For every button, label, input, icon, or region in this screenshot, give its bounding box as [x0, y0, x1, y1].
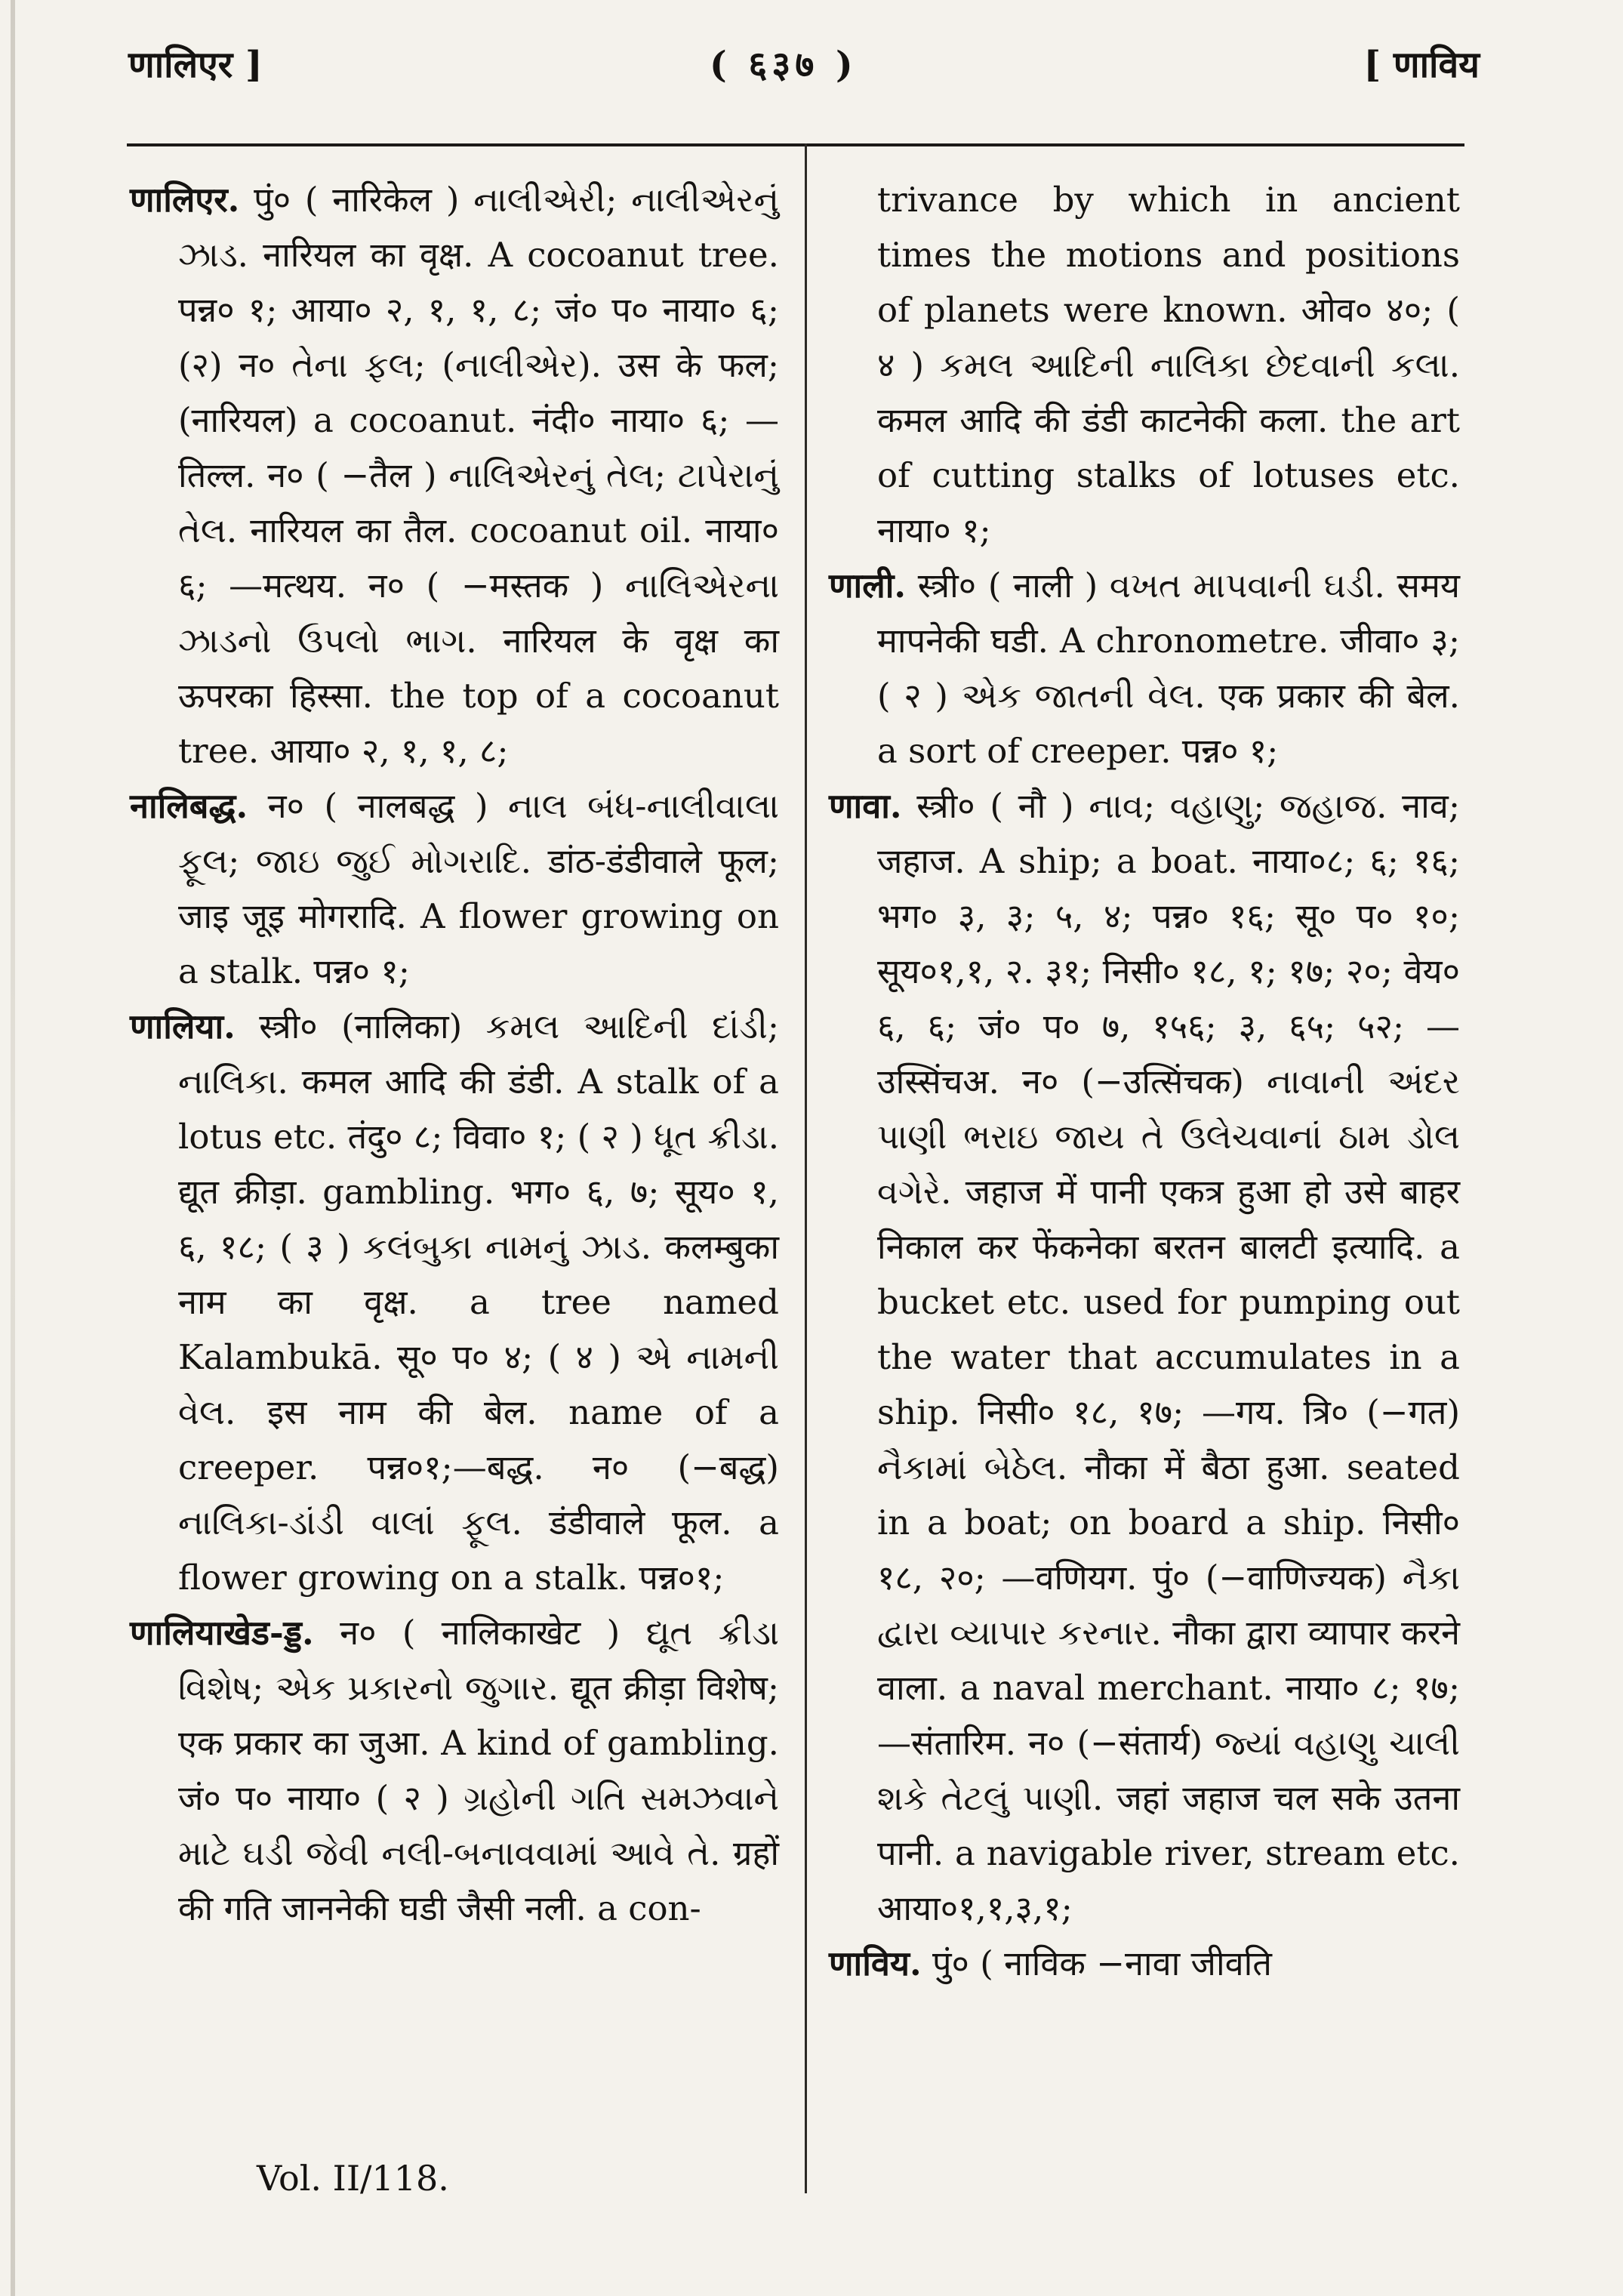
dictionary-entry	[130, 999, 779, 1605]
headword: णालिएर.	[130, 180, 240, 220]
dictionary-entry	[130, 172, 779, 778]
dictionary-entry	[829, 558, 1460, 778]
header-left: णालिएर ]	[128, 44, 263, 86]
entry-text: स्त्री० ( नाली ) વખત માપવાની ઘડી. समय मापनेकी घडी. A chronometre. जीवा० ३; ( २ ) એક જાતની વેલ. एक प्रकार की बेल. a sort of creeper. पन्न० १;	[877, 566, 1460, 771]
dictionary-entry	[829, 778, 1460, 1936]
header-rule	[127, 143, 1464, 146]
page-number: ( ६३७ )	[710, 44, 858, 86]
entry-text: स्त्री० (नालिका) કમલ આદિની દાંડી; નાલિકા. कमल आदि की डंडी. A stalk of a lotus etc. तंदु० ८; विवा० १; ( २ ) ધૂત ક્રીડા. द्यूत क्रीड़ा. gambling. भग० ६, ७; सूय० १, ६, १८; ( ३ ) કલંબુકા નામનું ઝાડ. कलम्बुका नाम का वृक्ष. a tree named Kalambukā. सू० प० ४; ( ४ ) એ નામની વેલ. इस नाम की बेल. name of a creeper. पन्न०१;—बद्ध. न० (−बद्ध) નાલિકા-ડાંડી વાલાં ફૂલ. डंडीवाले फूल. a flower growing on a stalk. पन्न०१;	[178, 1006, 779, 1598]
left-column	[130, 172, 779, 1936]
headword: णावा.	[829, 786, 902, 826]
headword: णाविय.	[829, 1943, 922, 1983]
entry-text: पुं० ( नारिकेल ) નાલીએરી; નાલીએરનું ઝાડ. नारियल का वृक्ष. A cocoanut tree. पन्न० १; आया० २, १, १, ८; जं० प० नाया० ६; (२) न० તેના ફલ; (નાલીએર). उस के फल; (नारियल) a cocoanut. नंदी० नाया० ६; —तिल्ल. न० ( −तैल ) નાલિએરનું તેલ; ટાપેરાનું તેલ. नारियल का तैल. cocoanut oil. नाया० ६; —मत्थय. न० ( −मस्तक ) નાલિએરના ઝાડનો ઉપલો ભાગ. नारियल के वृक्ष का ऊपरका हिस्सा. the top of a cocoanut tree. आया० २, १, १, ८;	[178, 180, 779, 771]
headword: णाली.	[829, 566, 907, 606]
volume-footer: Vol. II/118.	[257, 2158, 449, 2199]
header-right: [ णाविय	[1363, 44, 1480, 86]
page-edge-shadow	[11, 0, 15, 2296]
column-divider	[805, 143, 807, 2193]
running-head	[128, 39, 1480, 107]
dictionary-entry	[130, 778, 779, 999]
entry-text: न० ( नालिकाखेट ) દ્યૂત ક્રીડા વિશેષ; એક પ્રકારનો જુગાર. द्यूत क्रीड़ा विशेष; एक प्रकार का जुआ. A kind of gambling. जं० प० नाया० ( २ ) ગ્રહોની ગતિ સમઝવાને માટે ઘડી જેવી નલી-બનાવવામાં આવે તે. ग्रहों की गति जाननेकी घडी जैसी नली. a con-	[178, 1613, 779, 1928]
entry-text: पुं० ( नाविक −नावा जीवति	[921, 1943, 1272, 1983]
right-column	[829, 172, 1460, 1991]
dictionary-entry	[829, 1936, 1460, 1991]
entry-text: न० ( नालबद्ध ) નાલ બંધ-નાલીવાલા ફૂલ; જાઇ જુઈ મોગરાદિ. डांठ-डंडीवाले फूल; जाइ जूइ मोगरादि. A flower growing on a stalk. पन्न० १;	[178, 786, 779, 991]
dictionary-entry	[130, 1605, 779, 1936]
headword: णालियाखेड-ड्ड.	[130, 1613, 314, 1653]
entry-text: स्त्री० ( नौ ) નાવ; વહાણુ; જહાજ. नाव; जहाज. A ship; a boat. नाया०८; ६; १६; भग० ३, ३; ५, ४; पन्न० १६; सू० प० १०; सूय०१,१, २. ३१; निसी० १८, १; १७; २०; वेय० ६, ६; जं० प० ७, १५६; ३, ६५; ५२; —उस्सिंचअ. न० (−उत्सिंचक) નાવાની અંદર પાણી ભરાઇ જાય તે ઉલેચવાનાં ઠામ ડોલ વગેરે. जहाज में पानी एकत्र हुआ हो उसे बाहर निकाल कर फेंकनेका बरतन बालटी इत्यादि. a bucket etc. used for pumping out the water that accumulates in a ship. निसी० १८, १७; —गय. त्रि० (−गत) નૈકામાં બેઠેલ. नौका में बैठा हुआ. seated in a boat; on board a ship. निसी० १८, २०; —वणियग. पुं० (−वाणिज्यक) નૈકા દ્વારા વ્યાપાર કરનાર. नौका द्वारा व्यापार करने वाला. a naval merchant. नाया० ८; १७; —संतारिम. न० (−संतार्य) જ્યાં વહાણુ ચાલી શકે તેટલું પાણી. जहां जहाज चल सके उतना पानी. a navigable river, stream etc. आया०१,१,३,१;	[877, 786, 1460, 1928]
entry-continuation: trivance by which in ancient times the motions and positions of planets were known. ओव० ४०; ( ४ ) કમલ આદિની નાલિકા છેદવાની કલા. कमल आदि की डंडी काटनेकी कला. the art of cutting stalks of lotuses etc. नाया० १;	[877, 180, 1460, 550]
headword: णालिया.	[130, 1006, 236, 1046]
headword: नालिबद्ध.	[130, 786, 248, 826]
